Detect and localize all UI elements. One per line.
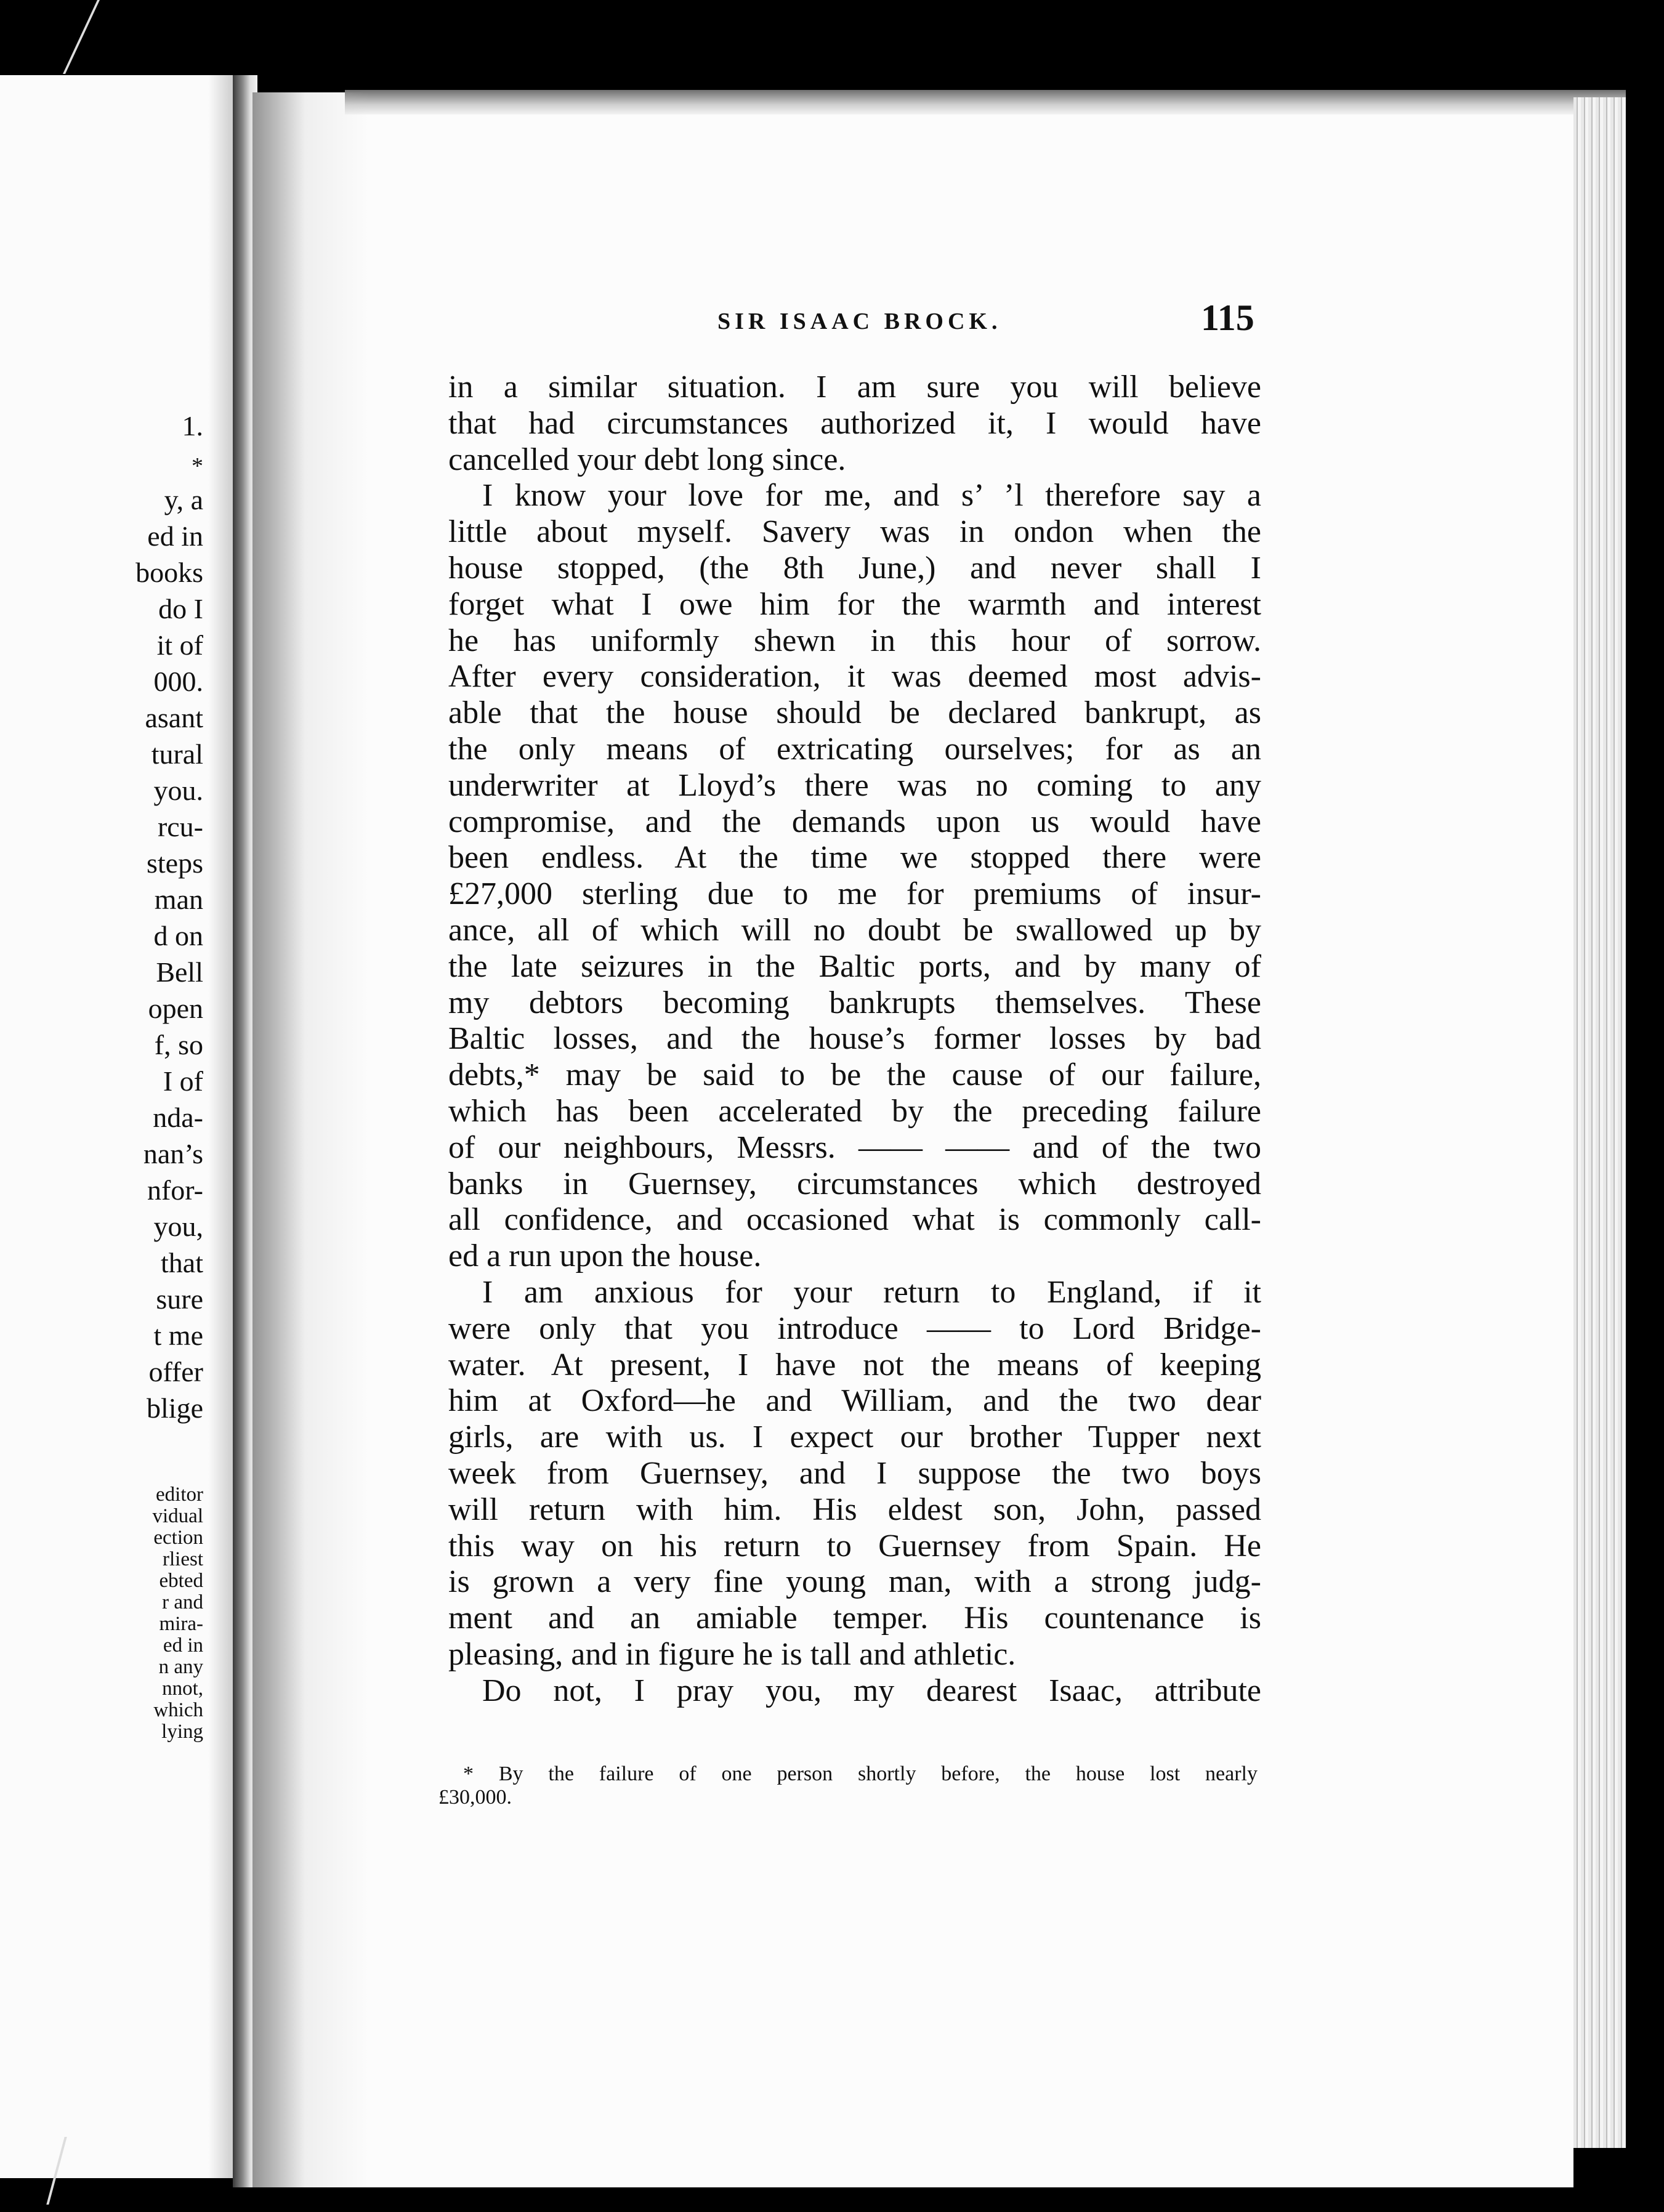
text-line: Do not, I pray you, my dearest Isaac, attribute	[482, 1673, 1261, 1708]
page-block-top-edge	[345, 90, 1626, 115]
text-line: I know your love for me, and s’ ’l therefore say a	[482, 478, 1261, 514]
text-line: ed a run upon the house.	[448, 1238, 762, 1274]
left-page-line: open	[148, 993, 203, 1024]
running-head: SIR ISAAC BROCK.	[717, 309, 1002, 334]
left-page-line: asant	[145, 702, 203, 733]
text-line: I am anxious for your return to England, if it	[482, 1274, 1261, 1310]
left-page-line: nan’s	[143, 1138, 203, 1169]
left-page-footnote-line: which	[153, 1699, 203, 1721]
left-page-line: y, a	[164, 484, 203, 515]
text-line: my debtors becoming bankrupts themselves. These	[448, 985, 1261, 1020]
left-page-line: tural	[151, 738, 203, 770]
left-page-line: sure	[156, 1283, 203, 1315]
text-line: After every consideration, it was deemed most advis-	[448, 659, 1261, 695]
page-number: 115	[1201, 297, 1254, 338]
left-page-line: ed in	[147, 520, 203, 552]
left-page-line: rcu-	[157, 811, 203, 842]
text-line: the only means of extricating ourselves; for as an	[448, 731, 1261, 767]
text-line: Baltic losses, and the house’s former losses by bad	[448, 1021, 1261, 1057]
left-page-line: offer	[148, 1356, 203, 1387]
left-page-line: f, so	[154, 1029, 203, 1060]
left-page-footnote-line: vidual	[152, 1505, 203, 1527]
left-page-footnote-line: mira-	[159, 1613, 203, 1635]
text-line: little about myself. Savery was in ondon when the	[448, 514, 1261, 550]
left-page-footnote-line: lying	[161, 1721, 203, 1743]
scan-scratch-mark	[63, 0, 106, 74]
footnote-line: * By the failure of one person shortly before, the house lost nearly	[463, 1762, 1258, 1785]
left-page-line: blige	[147, 1392, 203, 1424]
text-line: £27,000 sterling due to me for premiums of insur-	[448, 876, 1261, 912]
text-line: is grown a very fine young man, with a strong judg-	[448, 1564, 1261, 1600]
footnote-line: £30,000.	[438, 1786, 512, 1809]
text-line: ance, all of which will no doubt be swallowed up by	[448, 912, 1261, 948]
text-line: water. At present, I have not the means of keeping	[448, 1347, 1261, 1383]
text-line: him at Oxford—he and William, and the two dear	[448, 1383, 1261, 1419]
text-line: forget what I owe him for the warmth and interest	[448, 586, 1261, 622]
text-line: cancelled your debt long since.	[448, 442, 846, 477]
text-line: banks in Guernsey, circumstances which destroyed	[448, 1166, 1261, 1201]
left-page-line: you,	[153, 1211, 203, 1242]
left-page-footnote-line: ebted	[159, 1570, 203, 1592]
left-page-footnote-line: ection	[153, 1527, 203, 1549]
text-line: were only that you introduce —— to Lord Bridge-	[448, 1310, 1261, 1346]
text-line: debts,* may be said to be the cause of our failure,	[448, 1057, 1261, 1093]
text-line: compromise, and the demands upon us would have	[448, 804, 1261, 839]
text-line: which has been accelerated by the preceding failure	[448, 1093, 1261, 1129]
left-page-gutter-shadow	[208, 75, 233, 2178]
text-line: this way on his return to Guernsey from Spain. He	[448, 1528, 1261, 1564]
text-line: all confidence, and occasioned what is commonly call-	[448, 1202, 1261, 1238]
text-line: he has uniformly shewn in this hour of sorrow.	[448, 623, 1261, 658]
left-page-line: man	[154, 884, 203, 915]
text-line: the late seizures in the Baltic ports, and by many of	[448, 948, 1261, 984]
text-line: underwriter at Lloyd’s there was no coming to any	[448, 767, 1261, 803]
left-page-line: Bell	[156, 956, 203, 988]
left-page-line: I of	[163, 1065, 203, 1097]
text-line: will return with him. His eldest son, John, passed	[448, 1491, 1261, 1527]
left-page-footnote-line: nnot,	[162, 1677, 203, 1700]
left-page-line: it of	[156, 629, 203, 661]
text-line: ment and an amiable temper. His countenance is	[448, 1600, 1261, 1636]
left-page-line: do I	[158, 593, 203, 624]
left-page-footnote-line: rliest	[163, 1548, 203, 1570]
left-page-line: t me	[153, 1320, 203, 1351]
left-page-line: nda-	[153, 1102, 203, 1133]
left-page-line: 1.	[182, 410, 203, 442]
text-line: able that the house should be declared bankrupt, as	[448, 695, 1261, 731]
text-line: pleasing, and in figure he is tall and athletic.	[448, 1636, 1016, 1672]
text-line: in a similar situation. I am sure you will believe	[448, 369, 1261, 405]
text-line: been endless. At the time we stopped there were	[448, 840, 1261, 876]
left-page-line: steps	[147, 847, 203, 879]
left-page-footnote-line: r and	[162, 1591, 203, 1613]
text-line: house stopped, (the 8th June,) and never shall I	[448, 550, 1261, 586]
left-page-line: nfor-	[147, 1174, 203, 1206]
text-line: of our neighbours, Messrs. —— —— and of the two	[448, 1129, 1261, 1165]
page-block-fore-edge	[1573, 97, 1626, 2148]
text-line: that had circumstances authorized it, I would have	[448, 405, 1261, 441]
right-page-gutter-shadow	[252, 92, 370, 2187]
left-facing-page	[0, 75, 235, 2178]
left-page-line: 000.	[153, 666, 203, 697]
left-page-line: you.	[153, 775, 203, 806]
left-page-line: books	[135, 557, 203, 588]
footnote	[438, 1762, 1258, 1809]
left-page-line: that	[161, 1247, 203, 1278]
left-page-line: d on	[153, 920, 203, 951]
left-page-line: *	[192, 453, 203, 479]
text-line: girls, are with us. I expect our brother Tupper next	[448, 1419, 1261, 1455]
text-line: week from Guernsey, and I suppose the two boys	[448, 1455, 1261, 1491]
left-page-footnote-line: ed in	[163, 1634, 203, 1657]
left-page-footnote-line: editor	[156, 1483, 203, 1506]
body-text	[448, 369, 1261, 1709]
left-page-footnote-line: n any	[158, 1656, 203, 1678]
